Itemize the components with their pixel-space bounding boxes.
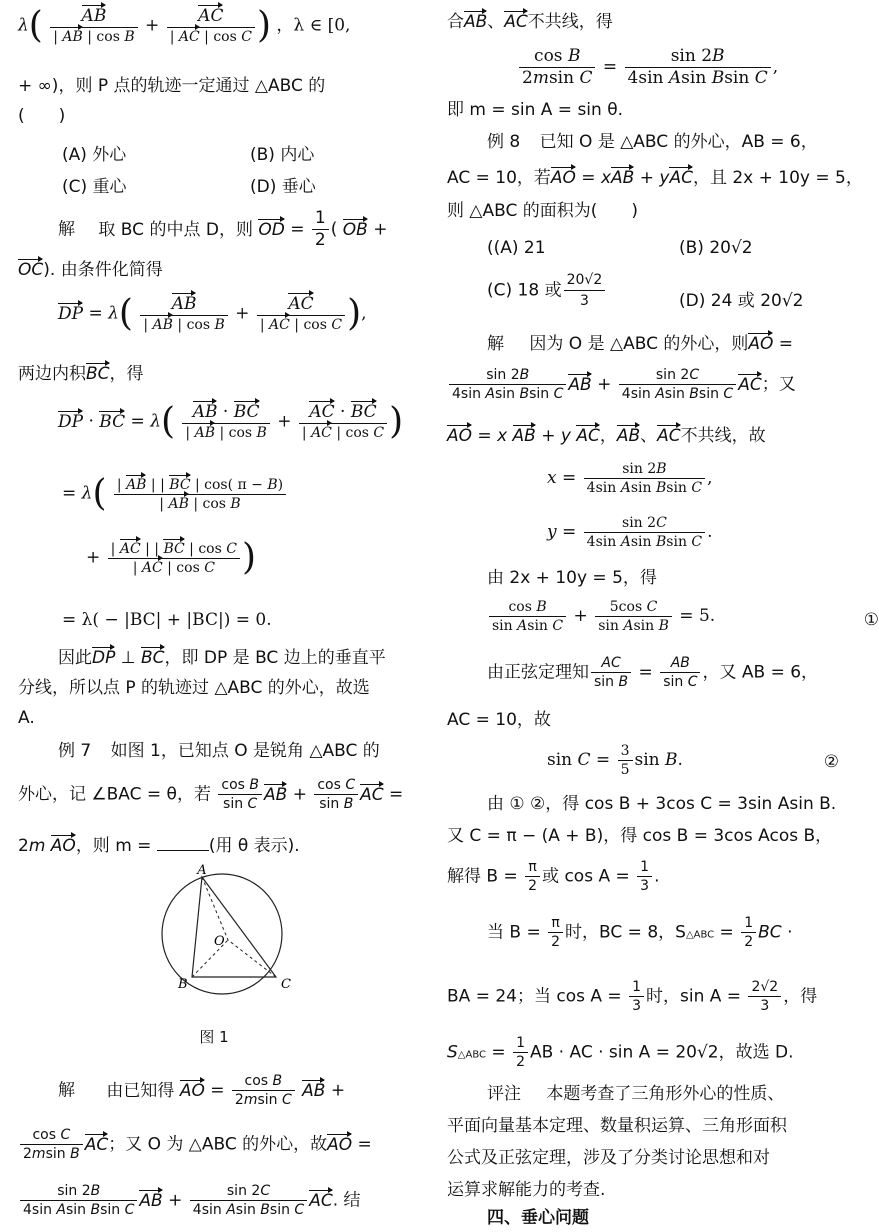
ac-line: AC = 10，故 (447, 710, 551, 730)
example-7-line-3: 2m AO，则 m = (用 θ 表示). (18, 836, 300, 856)
example-8-text-2a: AC = 10，若 (447, 168, 551, 188)
conclusion-line-3: A. (18, 708, 35, 728)
solved-text-2: 或 cos A = (542, 866, 630, 887)
option-c-8: (C) 18 或 $\frac{20√2}{3}$ (487, 272, 607, 309)
from-condition: 由 2x + 10y = 5，得 (487, 568, 657, 588)
solution-8-line-3: AO = x AB + y AC，AB、AC不共线，故 (447, 426, 766, 446)
example-8-text-1: 已知 O 是 △ABC 的外心，AB = 6， (539, 132, 818, 152)
option-b-8: (B) 20√2 (679, 238, 753, 258)
solution-7-text-1: 由已知得 (106, 1080, 175, 1101)
example-7-label: 例 7 (58, 741, 92, 761)
label-b: B (178, 977, 188, 992)
example-8-text-2b: ，且 2x + 10y = 5， (692, 168, 863, 188)
case-2-text-a: BA = 24；当 cos A = (447, 986, 622, 1007)
case-2-text-c: ，得 (783, 986, 818, 1007)
solution-8-text-1: 因为 O 是 △ABC 的外心，则 (529, 334, 749, 354)
equation-1-mark: ① (863, 610, 879, 630)
solution-7-label: 解 (58, 1080, 75, 1101)
solution-text-1: 取 BC 的中点 D，则 (98, 219, 253, 240)
solution-7-line-2: $\frac{\text{cos C}}{\text{2msin B}}$ AC；又 O 为 △ABC 的外心，故AO = (18, 1128, 372, 1161)
lambda-range: ，λ ∈ [0, (276, 15, 351, 36)
formula-ratio: $\frac{\text{cos B}}{\text{2msin C}}$ = $\frac{\sin 2B}{\text{4sin Asin Bsin C}}$ , (517, 48, 778, 87)
solution-8-line-1: 解 因为 O 是 △ABC 的外心，则AO = (487, 334, 794, 354)
formula-y: y = $\frac{\sin 2C}{\text{4sin Asin Bsin C}}$ . (547, 515, 713, 550)
sine-law-text-2: ，又 AB = 6， (702, 662, 819, 683)
solution-line-2: OC). 由条件化简得 (18, 260, 163, 280)
solved-text: 解得 B = (447, 866, 518, 887)
option-a: (A) 外心 (62, 145, 127, 165)
formula-expand-1: = λ( $\frac{| AB | | BC | \cos( \pi - B)}{\text{| AB | cos B}}$ (62, 476, 288, 512)
label-c: C (281, 977, 291, 992)
figure-1-circle-triangle (154, 863, 302, 996)
m-result: 即 m = sin A = sin θ. (447, 100, 624, 120)
option-a-8: ((A) 21 (487, 238, 546, 258)
example-8-line-1 (487, 134, 818, 151)
sine-law-text: 由正弦定理知 (487, 662, 589, 683)
dot-product-line: 两边内积BC，得 (18, 364, 144, 384)
solution-label: 解 (58, 219, 75, 240)
final-text: AB · AC · sin A = 20√2，故选 D. (529, 1042, 794, 1063)
comment-label: 评注 (487, 1084, 521, 1104)
solution-7-text-3: . 结 (332, 1190, 361, 1211)
conclusion-line-2: 分线，所以点 P 的轨迹过 △ABC 的外心，故选 (18, 678, 370, 698)
formula-result: = λ( − |BC| + |BC|) = 0. (62, 610, 272, 630)
comment-text-1: 本题考查了三角形外心的性质、 (546, 1084, 785, 1104)
solution-8-line-2: $\frac{\sin 2B}{\text{4sin Asin Bsin C}}$ AB + $\frac{\sin 2C}{\text{4sin Asin Bsin C}}$ AC；又 (447, 368, 796, 401)
triangle-abc (192, 877, 276, 977)
right-line-1: 合AB、AC不共线，得 (447, 12, 613, 32)
answer-blank (157, 834, 209, 851)
substitute-line: 又 C = π − (A + B)，得 cos B = 3cos Acos B， (447, 826, 833, 846)
example-8-line-2: AC = 10，若AO = xAB + yAC，且 2x + 10y = 5， (447, 168, 863, 188)
conclusion-text-1b: ，即 DP 是 BC 边上的垂直平 (164, 648, 386, 668)
conclusion-text-1: 因此 (58, 648, 92, 668)
question-line-2: + ∞)，则 P 点的轨迹一定通过 △ABC 的 (18, 76, 326, 96)
equation-2: sin C = $\frac{3}{5}$ sin B. ② (547, 743, 839, 778)
case-2-text-b: 时，sin A = (646, 986, 742, 1007)
solution-7-line-3: $\frac{\sin 2B}{\text{4sin Asin Bsin C}}$ AB + $\frac{\sin 2C}{\text{4sin Asin Bsin C}}$ AC. 结 (18, 1184, 361, 1217)
case-1-line: 当 B = $\frac{\pi}{2}$ 时，BC = 8，S△ABC = $\frac{1}{2}$ BC · (487, 915, 793, 950)
solved-line: 解得 B = $\frac{\pi}{2}$ 或 cos A = $\frac{1}{3}$ . (447, 859, 660, 894)
segment-ao (202, 877, 228, 940)
question-blank: ( ) (18, 106, 66, 126)
label-o: O (214, 934, 225, 949)
section-heading: 四、垂心问题 (487, 1208, 589, 1228)
comment-line-3: 公式及正弦定理，涉及了分类讨论思想和对 (447, 1148, 770, 1168)
sine-law-line: 由正弦定理知 $\frac{AC}{\text{sin B}}$ = $\frac{AB}{\text{sin C}}$ ，又 AB = 6， (487, 655, 819, 690)
label-a: A (197, 863, 207, 878)
example-7-line-1 (58, 743, 380, 760)
option-c-8-text: (C) 18 或 (487, 280, 562, 301)
option-d: (D) 垂心 (250, 177, 316, 197)
final-line: S△ABC = $\frac{1}{2}$ AB · AC · sin A = 20√2，故选 D. (447, 1035, 794, 1070)
example-7-text-2: 外心，记 ∠BAC = θ，若 (18, 784, 211, 805)
formula-x: x = $\frac{\sin 2B}{\text{4sin Asin Bsin C}}$ , (547, 461, 713, 496)
combine-line: 由 ① ②，得 cos B + 3cos C = 3sin Asin B. (487, 794, 837, 814)
comment-line-4: 运算求解能力的考查. (447, 1180, 606, 1200)
solution-7-line-1: 解 由已知得 AO = $\frac{\text{cos B}}{\text{2msin C}}$ AB + (58, 1073, 346, 1108)
formula-dp-dot-bc: DP · BC = λ( $\frac{AB \cdot BC}{\text{| AB | cos B}}$ + $\frac{AC \cdot BC}{\text{| AC | cos C}}$ ) (58, 401, 404, 442)
right-text-1: 合 (447, 12, 464, 32)
comment-line-1 (487, 1086, 784, 1103)
example-7-line-2: 外心，记 ∠BAC = θ，若 $\frac{\text{cos B}}{\text{sin C}}$ AB + $\frac{\text{cos C}}{\text{sin B}}$ AC = (18, 777, 404, 812)
conclusion-line-1: 因此DP ⊥ BC，即 DP 是 BC 边上的垂直平 (58, 648, 386, 668)
option-b: (B) 内心 (250, 145, 315, 165)
equation-1: $\frac{\text{cos B}}{\text{sin Asin C}}$ + $\frac{\text{5cos C}}{\text{sin Asin B}}$ = 5. ① (487, 600, 879, 633)
formula-dp: DP = λ( $\frac{AB}{\text{| AB | cos B}}$ + $\frac{AC}{\text{| AC | cos C}}$ ), (58, 293, 367, 334)
solution-7-text-2: ；又 O 为 △ABC 的外心，故 (108, 1134, 328, 1155)
equation-2-mark: ② (823, 752, 839, 772)
figure-caption: 图 1 (199, 1028, 229, 1046)
formula-expand-2: + $\frac{\text{| AC | | BC | cos C}}{\text{| AC | cos C}}$ ) (86, 537, 257, 578)
option-d-8: (D) 24 或 20√2 (679, 291, 804, 311)
dot-text-2: ，得 (109, 364, 144, 384)
example-7-text-3b: (用 θ 表示). (208, 836, 300, 856)
solution-8-text-3b: 不共线，故 (680, 426, 766, 446)
option-c: (C) 重心 (62, 177, 127, 197)
solution-line-1: 解 取 BC 的中点 D，则 OD = $\frac{1}{2}$ ( OB + (58, 208, 388, 250)
dot-text: 两边内积 (18, 364, 86, 384)
example-8-label: 例 8 (487, 132, 521, 152)
example-7-text-3: ，则 m = (75, 836, 157, 856)
solution-8-label: 解 (487, 334, 504, 354)
case-1-text: 当 B = (487, 922, 541, 943)
case-2-line: BA = 24；当 cos A = $\frac{1}{3}$ 时，sin A = $\frac{2√2}{3}$ ，得 (447, 979, 818, 1014)
right-text-1b: 不共线，得 (527, 12, 613, 32)
comment-line-2: 平面向量基本定理、数量积运算、三角形面积 (447, 1116, 787, 1136)
solution-text-2: ). 由条件化简得 (43, 260, 163, 280)
solution-8-text-2: ；又 (761, 374, 796, 395)
formula-line-1: λ( $\frac{AB}{\text{| AB | cos B}}$ + $\frac{AC}{\text{| AC | cos C}}$ ) ，λ ∈ [0, (18, 5, 351, 46)
case-1-text-b: 时，BC = 8，S (565, 922, 686, 943)
example-7-text-1: 如图 1，已知点 O 是锐角 △ABC 的 (110, 741, 380, 761)
example-8-line-3: 则 △ABC 的面积为( ) (447, 201, 639, 221)
